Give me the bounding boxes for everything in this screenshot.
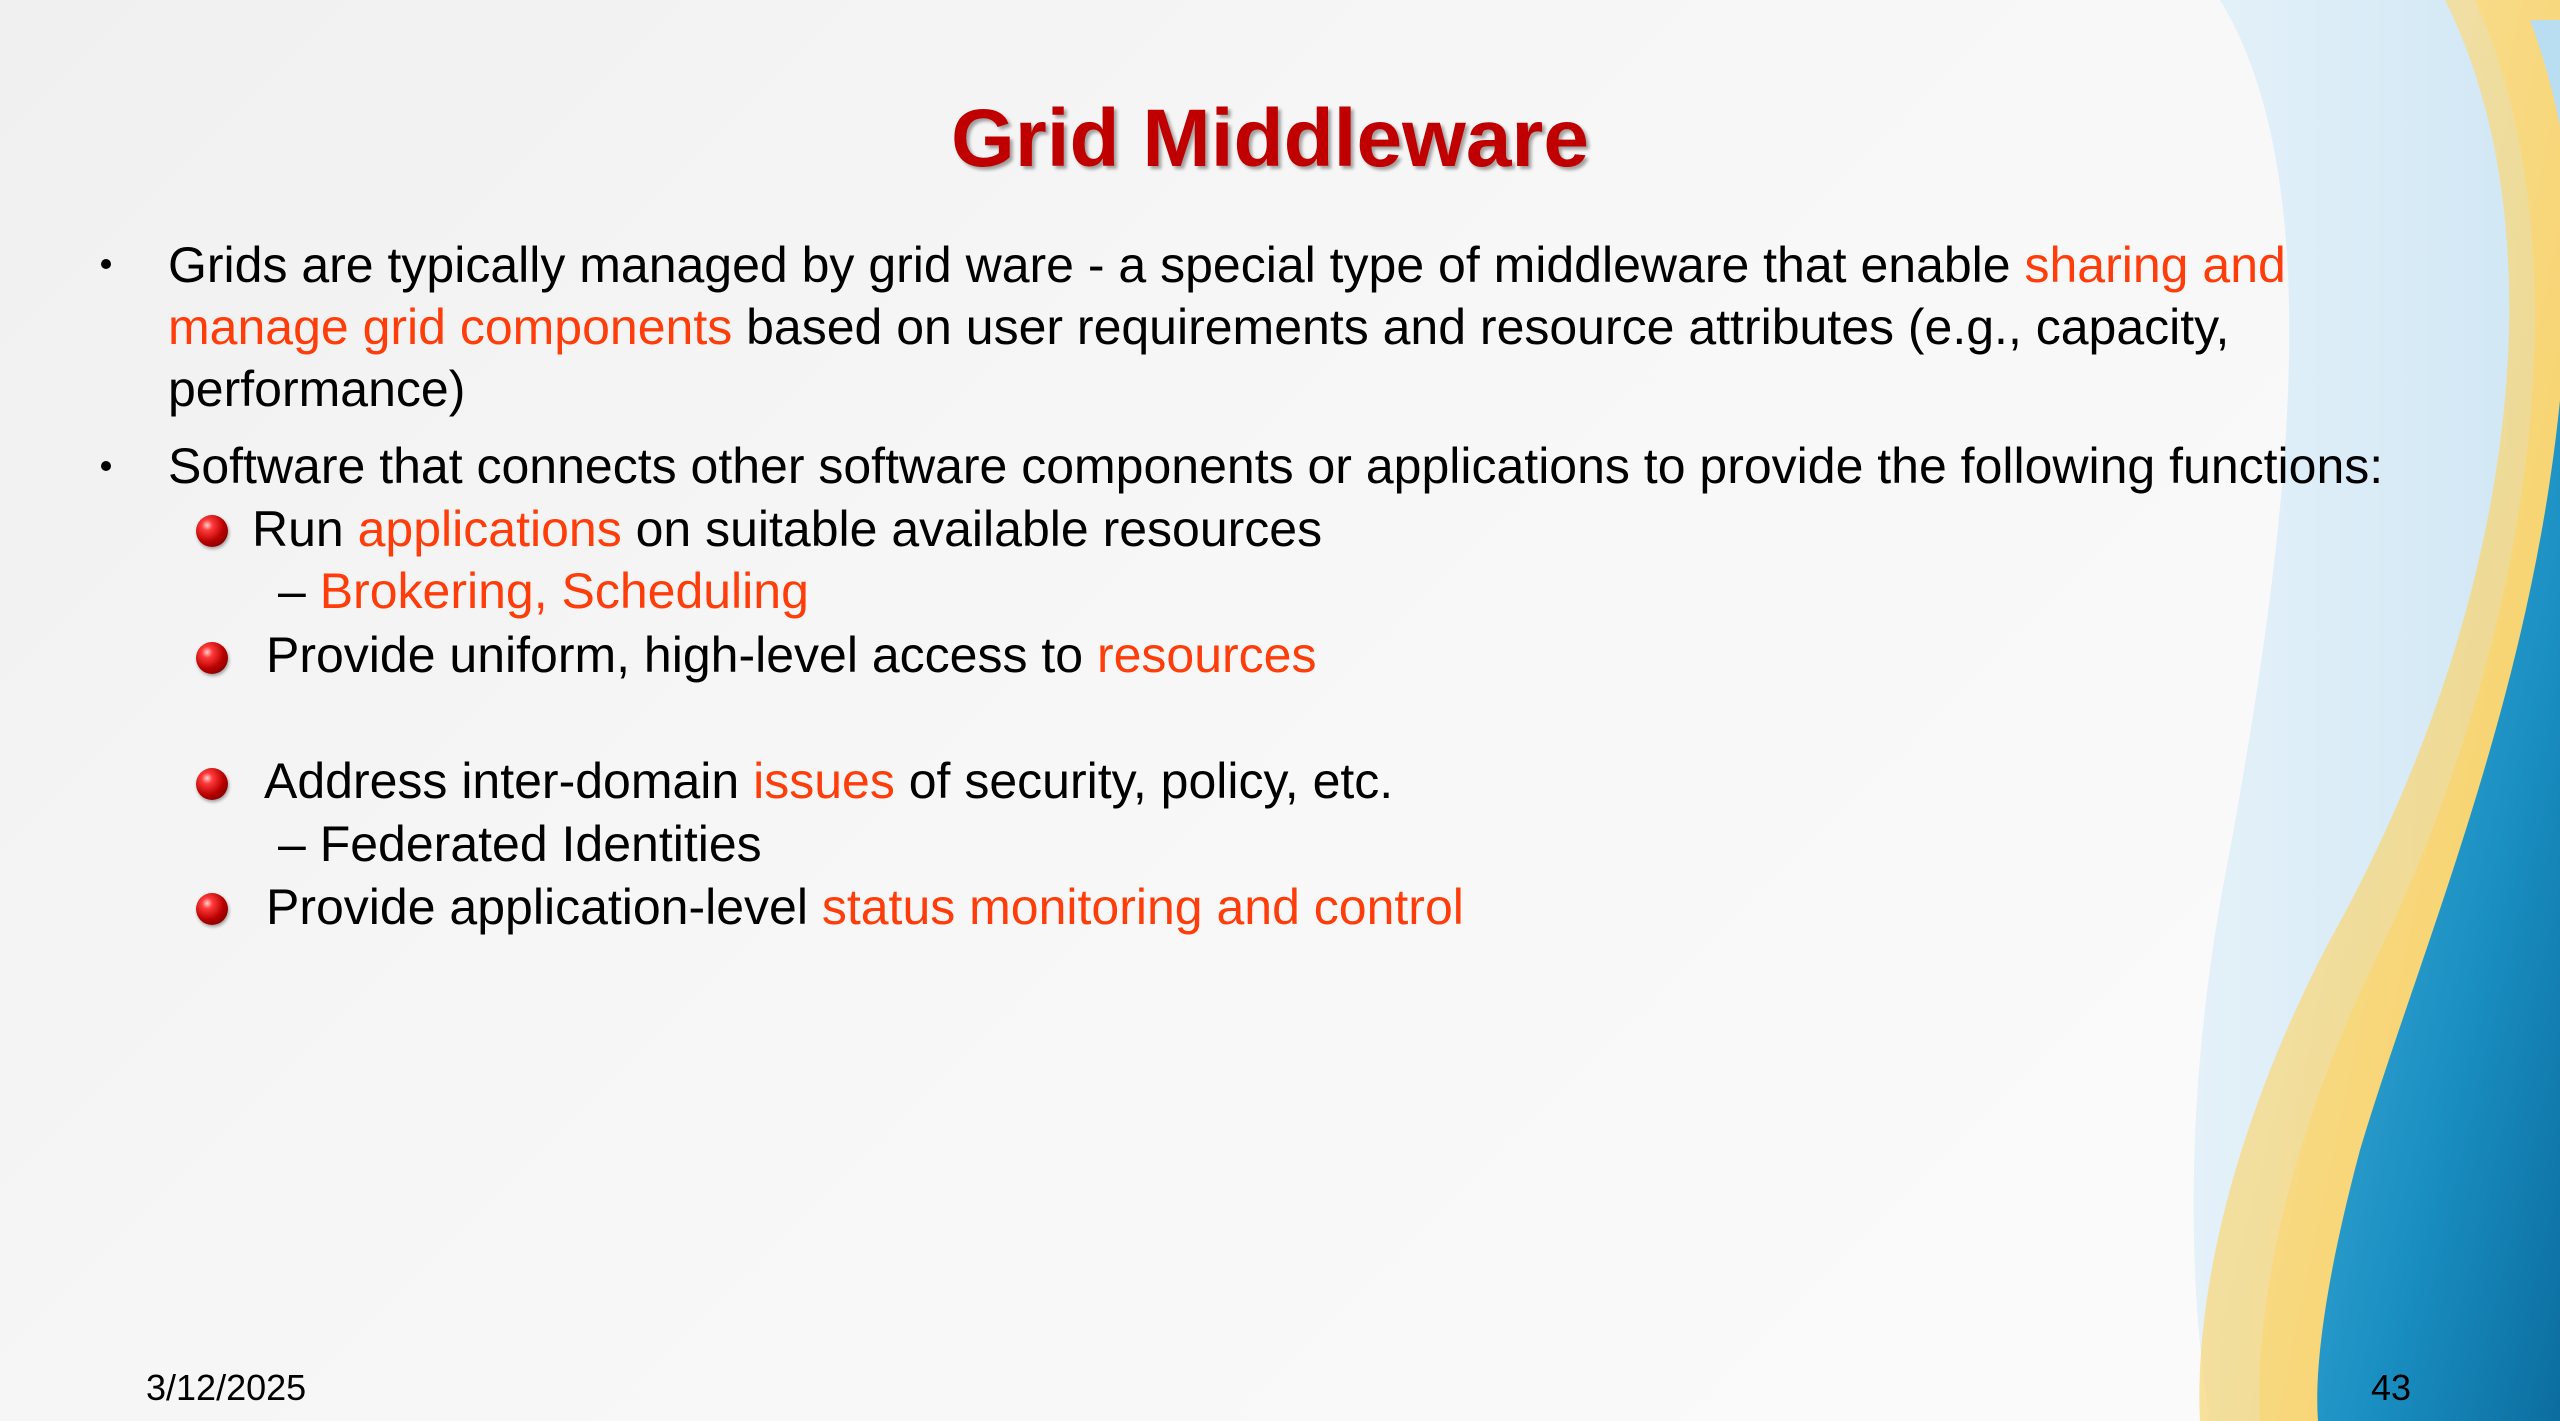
sub-bullet-ball-icon [196,893,228,925]
sub-item-text: on suitable available resources [621,501,1323,557]
sub-item-text: Provide application-level [266,879,822,935]
sub-item-2 [266,627,1317,683]
sub-item-3 [264,753,1394,809]
sub-bullet-ball-icon [196,515,228,547]
sub-sub-item-text: Federated Identities [319,816,762,872]
bullet-dot [101,259,111,269]
bullet-1-text: Grids are typically managed by grid ware - a special type of middleware that enable [168,237,2025,293]
sub-item-text: of security, policy, etc. [894,753,1394,809]
sub-bullet-ball-icon [196,642,228,674]
sub-item-text: Address inter-domain [264,753,754,809]
bullet-1-line-3 [168,361,466,417]
bullet-1-text: performance) [168,361,466,417]
dash: – [278,563,320,619]
sub-sub-item-3 [278,816,762,872]
sub-item-text: Run [252,501,358,557]
sub-bullet-ball-icon [196,768,228,800]
bullet-dot [101,461,111,471]
slide-title: Grid Middleware [951,93,1589,184]
sub-sub-item-1 [278,563,809,619]
bullet-1-line-1 [168,237,2286,293]
bullet-1-highlight: manage grid components [168,299,733,355]
bullet-1-highlight: sharing and [2024,237,2286,293]
bullet-1-line-2 [168,299,2230,355]
sub-item-highlight: resources [1096,627,1317,683]
sub-item-text: Provide uniform, high-level access to [266,627,1097,683]
sub-item-highlight: status monitoring and control [821,879,1464,935]
sub-item-4 [266,879,1464,935]
footer-date: 3/12/2025 [146,1367,307,1408]
bullet-1-text: based on user requirements and resource attributes (e.g., capacity, [732,299,2230,355]
sub-item-1 [252,501,1323,557]
sub-sub-item-highlight: Brokering, Scheduling [319,563,809,619]
slide-number: 43 [2371,1367,2412,1408]
sub-item-highlight: issues [753,753,895,809]
bullet-2-text: Software that connects other software components or applications to provide the following functions: [168,438,2384,494]
sub-item-highlight: applications [357,501,622,557]
dash: – [278,816,320,872]
